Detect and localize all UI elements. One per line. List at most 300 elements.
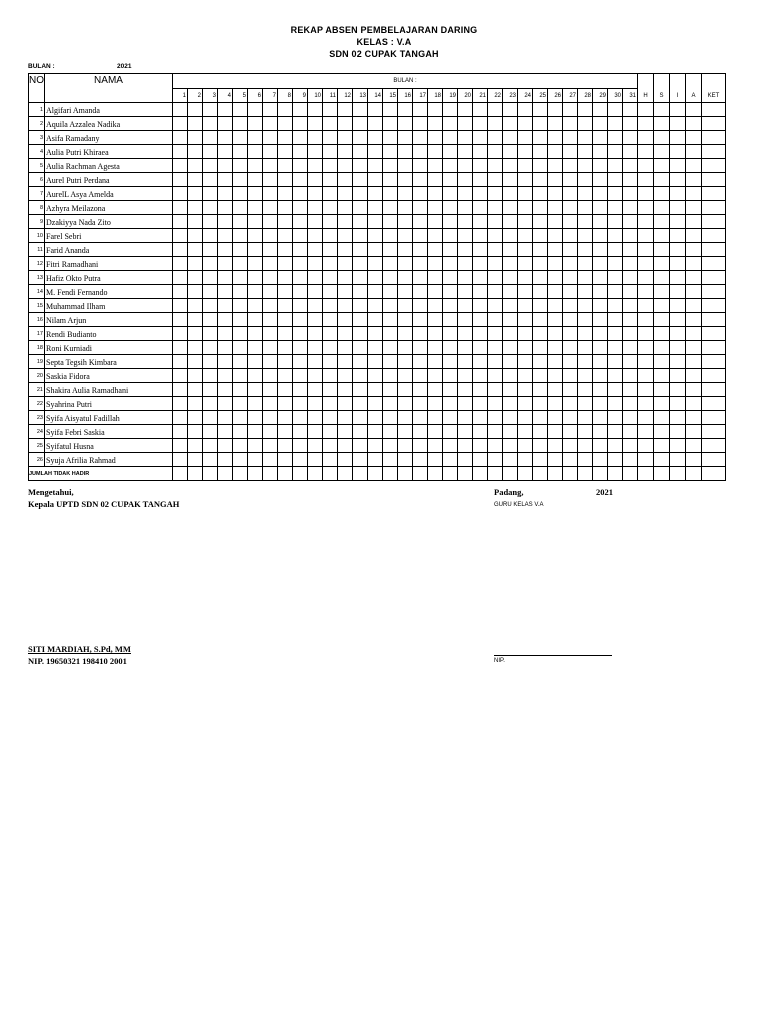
total-cell [383,466,398,480]
attendance-cell [263,312,278,326]
teacher-title: GURU KELAS V.A [494,502,544,508]
col-header-h: H [638,89,654,103]
day-header: 5 [233,89,248,103]
attendance-cell [263,284,278,298]
attendance-cell [458,144,473,158]
attendance-cell [623,340,638,354]
attendance-cell [398,130,413,144]
attendance-cell [338,228,353,242]
attendance-cell [203,144,218,158]
total-cell [503,466,518,480]
attendance-cell [308,186,323,200]
attendance-cell [353,102,368,116]
summary-cell-s [654,368,670,382]
attendance-cell [518,396,533,410]
day-header: 2 [188,89,203,103]
attendance-cell [518,410,533,424]
col-header-no-cont [29,89,45,103]
attendance-cell [608,116,623,130]
attendance-cell [503,368,518,382]
summary-cell-s [654,116,670,130]
attendance-cell [518,242,533,256]
total-cell-a [686,466,702,480]
summary-cell-s [654,228,670,242]
attendance-cell [248,158,263,172]
attendance-cell [473,116,488,130]
col-header-i-top [670,74,686,89]
attendance-cell [278,452,293,466]
attendance-cell [533,382,548,396]
attendance-cell [203,326,218,340]
attendance-cell [218,298,233,312]
attendance-cell [263,116,278,130]
attendance-cell [263,382,278,396]
attendance-cell [368,326,383,340]
total-cell [248,466,263,480]
attendance-cell [293,354,308,368]
student-name: Fitri Ramadhani [45,256,173,270]
attendance-cell [278,284,293,298]
attendance-cell [308,382,323,396]
attendance-cell [248,172,263,186]
attendance-cell [503,424,518,438]
student-no: 4 [29,144,45,158]
summary-cell-s [654,340,670,354]
attendance-cell [443,424,458,438]
attendance-cell [308,424,323,438]
attendance-cell [218,368,233,382]
attendance-cell [323,214,338,228]
attendance-cell [608,144,623,158]
attendance-cell [623,368,638,382]
attendance-cell [308,410,323,424]
summary-cell-a [686,144,702,158]
table-row [29,116,726,130]
attendance-cell [623,256,638,270]
attendance-cell [188,270,203,284]
day-header: 20 [458,89,473,103]
col-header-a-top [686,74,702,89]
attendance-cell [233,172,248,186]
attendance-cell [593,200,608,214]
attendance-cell [533,326,548,340]
attendance-cell [248,312,263,326]
student-no: 16 [29,312,45,326]
attendance-cell [533,172,548,186]
day-header: 13 [353,89,368,103]
attendance-cell [293,256,308,270]
attendance-cell [458,326,473,340]
attendance-cell [248,256,263,270]
total-cell-h [638,466,654,480]
summary-cell-s [654,214,670,228]
attendance-cell [263,410,278,424]
attendance-cell [293,410,308,424]
attendance-cell [233,256,248,270]
attendance-cell [578,382,593,396]
attendance-cell [203,452,218,466]
total-cell [203,466,218,480]
attendance-cell [563,130,578,144]
summary-cell-a [686,340,702,354]
attendance-cell [578,396,593,410]
attendance-cell [593,214,608,228]
attendance-cell [203,438,218,452]
attendance-cell [173,284,188,298]
attendance-cell [248,186,263,200]
student-no: 11 [29,242,45,256]
attendance-cell [368,214,383,228]
attendance-cell [308,298,323,312]
attendance-cell [608,158,623,172]
attendance-cell [293,242,308,256]
attendance-cell [233,368,248,382]
attendance-cell [383,130,398,144]
summary-cell-h [638,144,654,158]
attendance-cell [338,298,353,312]
attendance-cell [233,312,248,326]
attendance-cell [473,158,488,172]
attendance-cell [188,382,203,396]
attendance-cell [368,242,383,256]
attendance-cell [488,256,503,270]
day-header: 25 [533,89,548,103]
attendance-cell [263,186,278,200]
attendance-cell [383,368,398,382]
student-name: Muhammad Ilham [45,298,173,312]
attendance-cell [473,396,488,410]
col-header-s: S [654,89,670,103]
attendance-cell [563,368,578,382]
attendance-cell [503,102,518,116]
summary-cell-s [654,172,670,186]
summary-cell-i [670,242,686,256]
summary-cell-i [670,312,686,326]
summary-cell-a [686,438,702,452]
attendance-cell [338,172,353,186]
table-row [29,410,726,424]
student-name: Aulia Rachman Agesta [45,158,173,172]
attendance-cell [458,172,473,186]
attendance-cell [233,102,248,116]
attendance-cell [188,326,203,340]
attendance-cell [218,270,233,284]
attendance-cell [398,270,413,284]
attendance-cell [338,382,353,396]
summary-cell-h [638,242,654,256]
summary-cell-ket [702,298,726,312]
attendance-cell [293,158,308,172]
attendance-cell [593,284,608,298]
attendance-cell [233,200,248,214]
attendance-cell [488,382,503,396]
attendance-cell [623,452,638,466]
attendance-cell [383,270,398,284]
summary-cell-h [638,424,654,438]
summary-cell-h [638,270,654,284]
attendance-cell [293,396,308,410]
attendance-cell [308,130,323,144]
attendance-cell [278,340,293,354]
attendance-cell [428,340,443,354]
attendance-cell [218,326,233,340]
attendance-cell [293,312,308,326]
attendance-cell [608,396,623,410]
attendance-cell [383,326,398,340]
total-cell [188,466,203,480]
attendance-cell [488,186,503,200]
attendance-cell [623,144,638,158]
attendance-cell [173,340,188,354]
attendance-cell [248,396,263,410]
attendance-cell [533,130,548,144]
total-absent-label: JUMLAH TIDAK HADIR [29,466,173,480]
attendance-cell [398,186,413,200]
student-no: 9 [29,214,45,228]
attendance-cell [263,144,278,158]
attendance-cell [248,284,263,298]
attendance-cell [338,130,353,144]
attendance-cell [503,410,518,424]
attendance-cell [593,326,608,340]
attendance-cell [578,368,593,382]
summary-cell-s [654,144,670,158]
summary-cell-i [670,298,686,312]
attendance-cell [278,172,293,186]
attendance-cell [443,158,458,172]
attendance-cell [218,312,233,326]
attendance-cell [323,312,338,326]
attendance-cell [473,284,488,298]
attendance-cell [428,200,443,214]
attendance-cell [398,368,413,382]
attendance-cell [548,382,563,396]
attendance-cell [188,130,203,144]
total-cell [488,466,503,480]
school-name: SDN 02 CUPAK TANGAH [329,49,439,59]
attendance-cell [233,382,248,396]
attendance-cell [383,186,398,200]
attendance-cell [188,396,203,410]
attendance-cell [308,368,323,382]
table-row [29,144,726,158]
attendance-cell [368,200,383,214]
attendance-cell [428,368,443,382]
total-cell [623,466,638,480]
total-cell [548,466,563,480]
attendance-cell [623,130,638,144]
table-row [29,256,726,270]
attendance-cell [308,396,323,410]
attendance-cell [413,368,428,382]
attendance-cell [578,172,593,186]
attendance-cell [218,158,233,172]
attendance-cell [173,298,188,312]
student-no: 12 [29,256,45,270]
attendance-cell [218,396,233,410]
summary-cell-s [654,396,670,410]
attendance-cell [488,172,503,186]
summary-cell-i [670,410,686,424]
attendance-cell [248,228,263,242]
attendance-cell [533,214,548,228]
summary-cell-h [638,368,654,382]
col-header-nama-cont [45,89,173,103]
attendance-cell [578,270,593,284]
attendance-cell [398,256,413,270]
attendance-cell [173,172,188,186]
attendance-cell [248,326,263,340]
attendance-cell [293,214,308,228]
attendance-cell [368,382,383,396]
attendance-cell [473,368,488,382]
attendance-cell [203,354,218,368]
attendance-cell [203,102,218,116]
attendance-cell [548,396,563,410]
attendance-cell [338,326,353,340]
total-cell [233,466,248,480]
attendance-cell [563,242,578,256]
total-cell [173,466,188,480]
attendance-cell [398,354,413,368]
attendance-cell [293,116,308,130]
summary-cell-i [670,144,686,158]
attendance-cell [203,228,218,242]
acknowledged-label: Mengetahui, [28,487,74,497]
attendance-cell [173,424,188,438]
total-cell-i [670,466,686,480]
attendance-cell [383,298,398,312]
student-name: AurelL Asya Amelda [45,186,173,200]
attendance-cell [623,200,638,214]
student-name: Syifa Febri Saskia [45,424,173,438]
attendance-cell [248,340,263,354]
day-header: 7 [263,89,278,103]
attendance-cell [353,396,368,410]
student-name: Dzakiyya Nada Zito [45,214,173,228]
attendance-cell [533,312,548,326]
day-header-row [29,89,726,103]
summary-cell-s [654,312,670,326]
day-header: 27 [563,89,578,103]
attendance-cell [338,312,353,326]
attendance-cell [353,270,368,284]
attendance-cell [488,424,503,438]
attendance-cell [173,214,188,228]
attendance-cell [398,340,413,354]
attendance-cell [413,130,428,144]
student-name: Aquila Azzalea Nadika [45,116,173,130]
attendance-cell [563,438,578,452]
attendance-cell [428,354,443,368]
attendance-cell [533,368,548,382]
attendance-cell [548,116,563,130]
attendance-cell [518,438,533,452]
attendance-cell [443,396,458,410]
day-header: 16 [398,89,413,103]
attendance-cell [278,298,293,312]
attendance-cell [248,144,263,158]
attendance-cell [203,368,218,382]
summary-cell-h [638,200,654,214]
student-name: Roni Kurniadi [45,340,173,354]
attendance-cell [428,326,443,340]
summary-cell-ket [702,396,726,410]
attendance-cell [383,312,398,326]
attendance-cell [353,214,368,228]
attendance-cell [323,270,338,284]
attendance-cell [368,354,383,368]
attendance-cell [593,228,608,242]
table-row [29,382,726,396]
day-header: 6 [248,89,263,103]
attendance-cell [623,326,638,340]
attendance-cell [398,326,413,340]
attendance-cell [323,424,338,438]
attendance-cell [593,382,608,396]
attendance-cell [488,452,503,466]
attendance-cell [623,102,638,116]
summary-cell-a [686,452,702,466]
total-cell [398,466,413,480]
attendance-cell [248,242,263,256]
student-name: Saskia Fidora [45,368,173,382]
summary-cell-h [638,452,654,466]
attendance-cell [218,130,233,144]
attendance-cell [503,158,518,172]
attendance-cell [383,256,398,270]
summary-cell-ket [702,354,726,368]
attendance-cell [563,340,578,354]
attendance-cell [188,144,203,158]
attendance-cell [623,270,638,284]
attendance-cell [593,270,608,284]
attendance-cell [188,102,203,116]
summary-cell-s [654,242,670,256]
month-label: BULAN : [28,63,55,70]
summary-cell-a [686,312,702,326]
attendance-cell [263,354,278,368]
attendance-cell [593,130,608,144]
total-cell [323,466,338,480]
student-no: 18 [29,340,45,354]
attendance-cell [353,284,368,298]
summary-cell-s [654,326,670,340]
attendance-cell [278,214,293,228]
attendance-cell [233,130,248,144]
attendance-cell [278,130,293,144]
attendance-cell [623,312,638,326]
attendance-cell [278,368,293,382]
attendance-cell [383,158,398,172]
student-name: Syifatul Husna [45,438,173,452]
attendance-cell [383,424,398,438]
attendance-cell [473,130,488,144]
attendance-cell [458,116,473,130]
attendance-cell [563,354,578,368]
attendance-cell [473,452,488,466]
attendance-cell [263,270,278,284]
attendance-cell [428,312,443,326]
student-name: Aulia Putri Khiraea [45,144,173,158]
attendance-cell [308,158,323,172]
attendance-cell [218,284,233,298]
attendance-cell [608,200,623,214]
attendance-cell [488,340,503,354]
attendance-cell [188,312,203,326]
summary-cell-i [670,214,686,228]
attendance-cell [413,354,428,368]
